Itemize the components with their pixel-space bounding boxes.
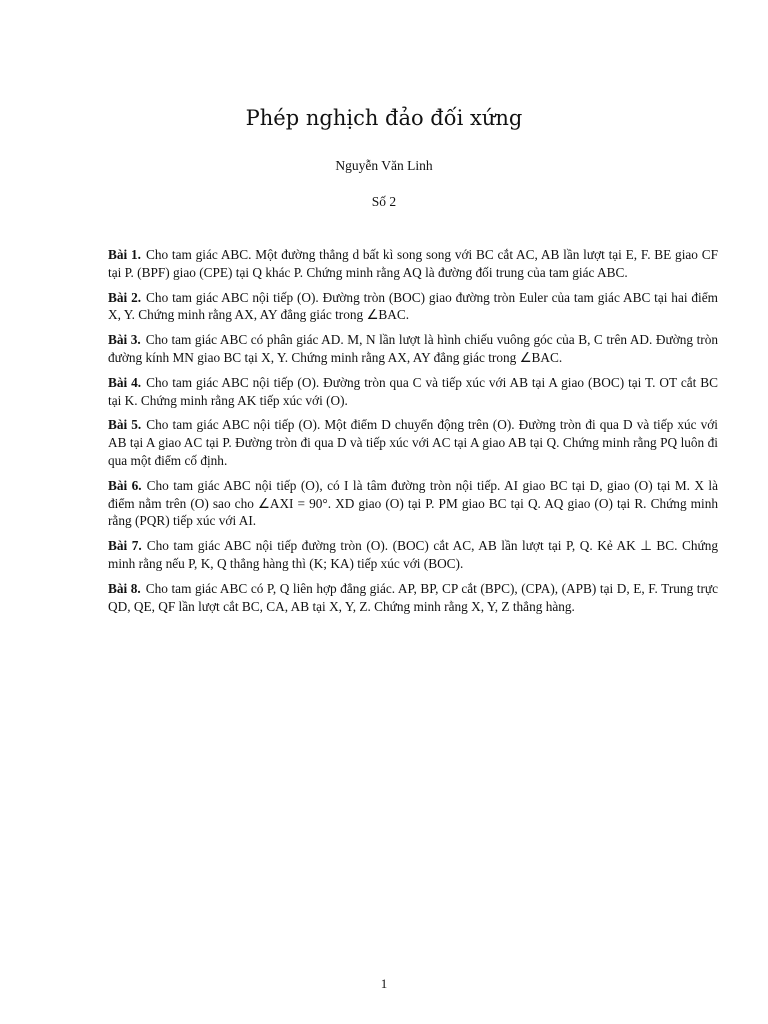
problem-text: Cho tam giác ABC nội tiếp đường tròn (O). (BOC) cắt AC, AB lần lượt tại P, Q. Kẻ AK ⊥ BC. Chứng minh rằng nếu P, K, Q thẳng hàng thì (K; KA) tiếp xúc với (BOC). [108, 538, 718, 571]
problem-text: Cho tam giác ABC nội tiếp (O). Một điểm D chuyển động trên (O). Đường tròn đi qua D và tiếp xúc với AB tại A giao AC tại P. Đường tròn đi qua D và tiếp xúc với AC tại A giao AB tại Q. Chứng minh rằng PQ luôn đi qua một điểm cố định. [108, 417, 718, 468]
problem-text: Cho tam giác ABC nội tiếp (O), có I là tâm đường tròn nội tiếp. AI giao BC tại D, giao (O) tại M. X là điểm nằm trên (O) sao cho ∠AXI = 90°. XD giao (O) tại P. PM giao BC tại Q. AQ giao (O) tại R. Chứng minh rằng (PQR) tiếp xúc với AI. [108, 477, 718, 529]
problem-8 [108, 580, 718, 616]
problem-text: Cho tam giác ABC nội tiếp (O). Đường tròn (BOC) giao đường tròn Euler của tam giác ABC tại hai điểm X, Y. Chứng minh rằng AX, AY đẳng giác trong ∠BAC. [108, 289, 718, 323]
problem-1 [108, 246, 718, 282]
page-number: 1 [380, 976, 388, 991]
problem-text: Cho tam giác ABC. Một đường thẳng d bất kì song song với BC cắt AC, AB lần lượt tại E, F. BE giao CF tại P. (BPF) giao (CPE) tại Q khác P. Chứng minh rằng AQ là đường đối trung của tam giác ABC. [108, 247, 718, 280]
problem-4 [108, 374, 718, 410]
problem-label: Bài 2. [108, 289, 142, 305]
problem-label: Bài 4. [108, 374, 142, 390]
problem-text: Cho tam giác ABC nội tiếp (O). Đường tròn qua C và tiếp xúc với AB tại A giao (BOC) tại T. OT cắt BC tại K. Chứng minh rằng AK tiếp xúc với (O). [108, 374, 718, 408]
author-name: Nguyễn Văn Linh [335, 158, 433, 173]
problem-text: Cho tam giác ABC có phân giác AD. M, N lần lượt là hình chiếu vuông góc của B, C trên AD. Đường tròn đường kính MN giao BC tại X, Y. Chứng minh rằng AX, AY đẳng giác trong ∠BAC. [108, 332, 718, 365]
problem-text: Cho tam giác ABC có P, Q liên hợp đẳng giác. AP, BP, CP cắt (BPC), (CPA), (APB) tại D, E, F. Trung trực QD, QE, QF lần lượt cắt BC, CA, AB tại X, Y, Z. Chứng minh rằng X, Y, Z thẳng hàng. [108, 580, 718, 614]
problem-2 [108, 289, 718, 325]
problem-label: Bài 3. [108, 332, 141, 348]
problem-list [108, 246, 718, 622]
problem-7 [108, 537, 718, 573]
problem-label: Bài 7. [108, 538, 142, 554]
problem-6 [108, 477, 718, 530]
document-title: Phép nghịch đảo đối xứng [245, 106, 523, 130]
problem-label: Bài 1. [108, 247, 141, 262]
problem-label: Bài 5. [108, 417, 142, 433]
problem-3 [108, 331, 718, 367]
problem-label: Bài 8. [108, 580, 141, 596]
problem-5 [108, 416, 718, 469]
problem-label: Bài 6. [108, 477, 142, 493]
issue-number: Số 2 [371, 194, 397, 209]
